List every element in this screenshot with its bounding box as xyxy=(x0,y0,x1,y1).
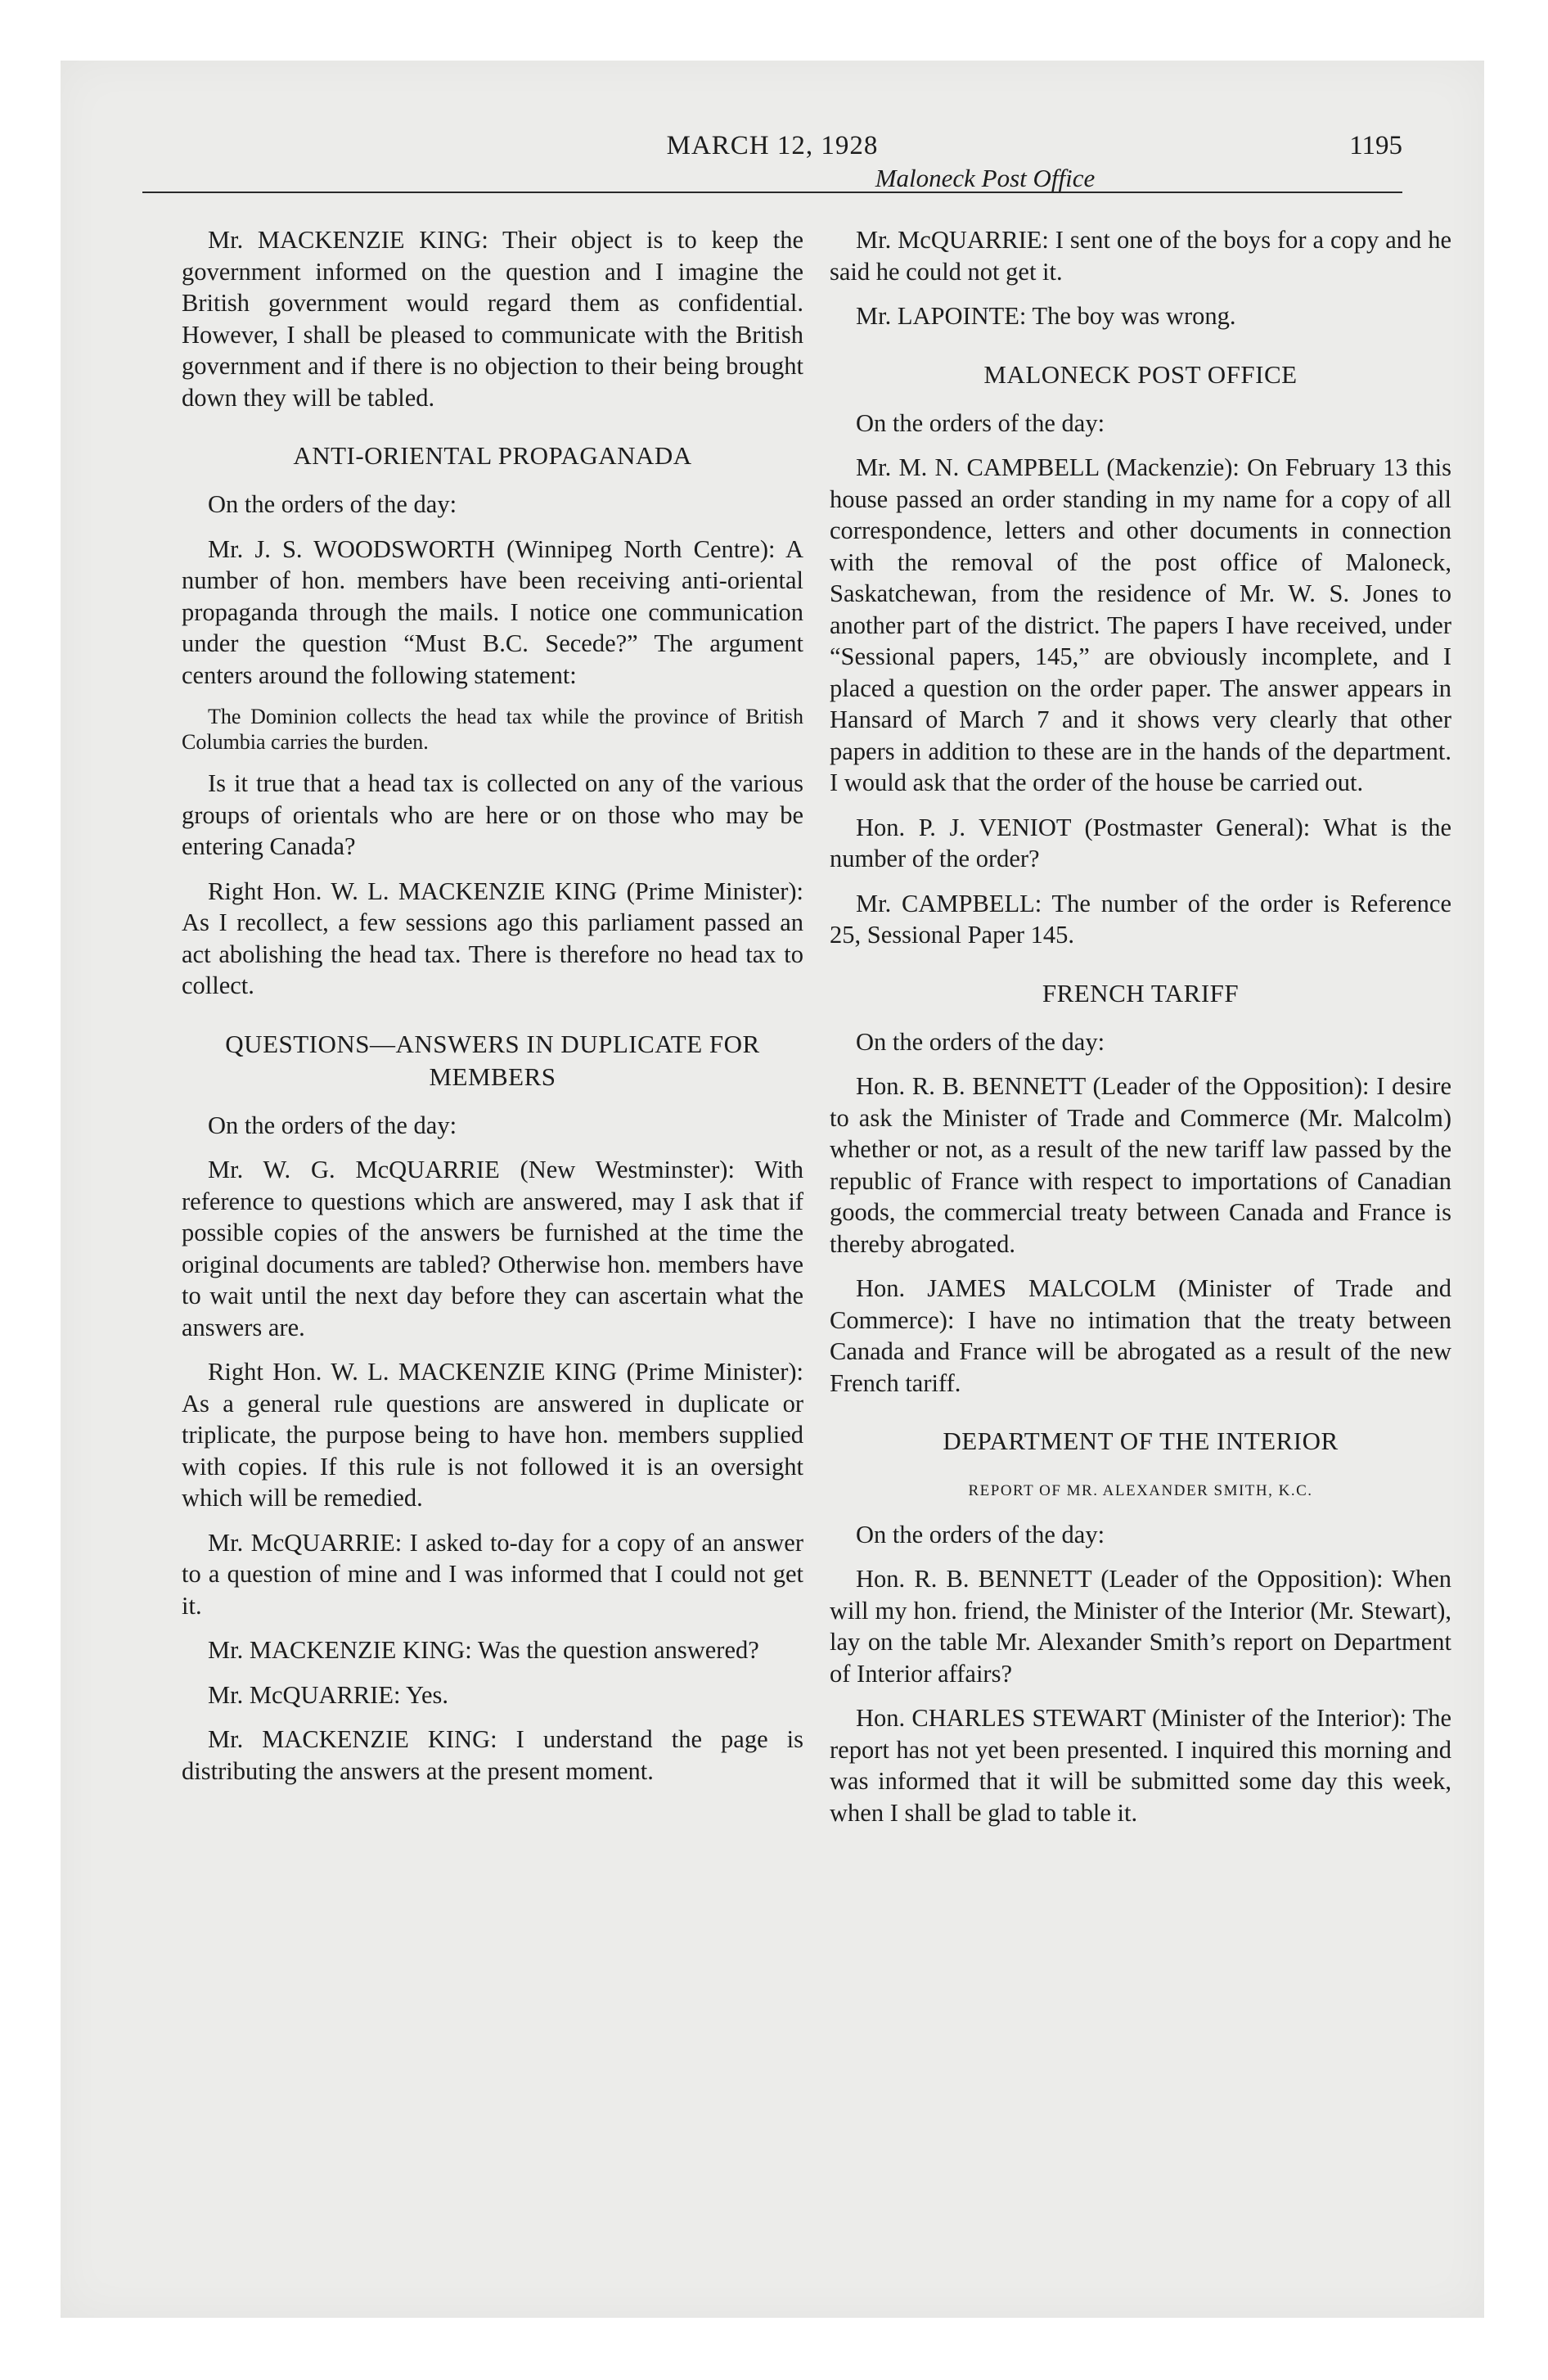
paragraph: Right Hon. W. L. MACKENZIE KING (Prime Minister): As a general rule questions are answered in duplicate or triplicate, the purpose being to have hon. members supplied with copies. If this rule is not followed it is an oversight which will be remedied. xyxy=(182,1358,803,1512)
paragraph: Mr. LAPOINTE: The boy was wrong. xyxy=(856,302,1236,330)
left-column xyxy=(182,224,803,1800)
paragraph: Mr. McQUARRIE: I sent one of the boys for a copy and he said he could not get it. xyxy=(830,226,1451,286)
running-title: Maloneck Post Office xyxy=(875,164,1096,192)
paragraph: On the orders of the day: xyxy=(856,1520,1105,1548)
sub-heading: REPORT OF MR. ALEXANDER SMITH, K.C. xyxy=(968,1482,1313,1499)
section-heading: DEPARTMENT OF THE INTERIOR xyxy=(943,1427,1339,1455)
paragraph: On the orders of the day: xyxy=(208,1111,457,1139)
paragraph: Mr. M. N. CAMPBELL (Mackenzie): On February 13 this house passed an order standing in my name for a copy of all correspondence, letters and other documents in connection with the removal of the post office of Maloneck, Saskatchewan, from the residence of Mr. W. S. Jones to another part of the district. The papers I have received, under “Sessional papers, 145,” are obviously incomplete, and I placed a question on the order paper. The answer appears in Hansard of March 7 and it shows very clearly that other papers in addition to these are in the hands of the department. I would ask that the order of the house be carried out. xyxy=(830,453,1451,796)
paragraph: Mr. MACKENZIE KING: I understand the page is distributing the answers at the present moment. xyxy=(182,1725,803,1785)
paragraph: Hon. JAMES MALCOLM (Minister of Trade and Commerce): I have no intimation that the treaty between Canada and France will be abrogated as a result of the new French tariff. xyxy=(830,1274,1451,1397)
page-sheet xyxy=(61,61,1484,2318)
paragraph: Mr. W. G. McQUARRIE (New Westminster): With reference to questions which are answered, may I ask that if possible copies of the answers be furnished at the time the original documents are tabled? Otherwise hon. members have to wait until the next day before they can ascertain what the answers are. xyxy=(182,1156,803,1341)
page-header xyxy=(142,131,1402,221)
paragraph: Hon. P. J. VENIOT (Postmaster General): What is the number of the order? xyxy=(830,813,1451,872)
paragraph: Mr. CAMPBELL: The number of the order is Reference 25, Sessional Paper 145. xyxy=(830,889,1451,949)
paragraph: On the orders of the day: xyxy=(208,490,457,518)
section-heading: QUESTIONS—ANSWERS IN DUPLICATE FOR MEMBERS xyxy=(225,1029,760,1091)
block-quote: The Dominion collects the head tax while the province of British Columbia carries the burden. xyxy=(182,705,803,754)
paragraph: Mr. MACKENZIE KING: Their object is to keep the government informed on the question and I imagine the British government would regard them as confidential. However, I shall be pleased to communicate with the British government and if there is no objection to their being brought down they will be tabled. xyxy=(182,226,803,412)
paragraph: On the orders of the day: xyxy=(856,1027,1105,1056)
paragraph: Mr. J. S. WOODSWORTH (Winnipeg North Centre): A number of hon. members have been receiving anti-oriental propaganda through the mails. I notice one communication under the question “Must B.C. Secede?” The argument centers around the following statement: xyxy=(182,534,803,689)
section-heading: MALONECK POST OFFICE xyxy=(983,359,1298,389)
section-heading: FRENCH TARIFF xyxy=(1042,978,1240,1007)
paragraph: Is it true that a head tax is collected on any of the various groups of orientals who are here or on those who may be entering Canada? xyxy=(182,769,803,860)
paragraph: Hon. R. B. BENNETT (Leader of the Opposition): When will my hon. friend, the Minister of the Interior (Mr. Stewart), lay on the table Mr. Alexander Smith’s report on Department of Interior affairs? xyxy=(830,1565,1451,1688)
section-heading: ANTI-ORIENTAL PROPAGANADA xyxy=(293,441,692,470)
paragraph: Hon. CHARLES STEWART (Minister of the Interior): The report has not yet been presented. I inquired this morning and was informed that it will be submitted some day this week, when I shall be glad to table it. xyxy=(830,1704,1451,1827)
header-rule xyxy=(142,192,1402,193)
header-date: MARCH 12, 1928 xyxy=(666,131,879,160)
paragraph: Mr. McQUARRIE: I asked to-day for a copy of an answer to a question of mine and I was informed that I could not get it. xyxy=(182,1528,803,1620)
page-number: 1195 xyxy=(1349,131,1402,160)
right-column xyxy=(830,224,1451,1841)
paragraph: Right Hon. W. L. MACKENZIE KING (Prime Minister): As I recollect, a few sessions ago this parliament passed an act abolishing the head tax. There is therefore no head tax to collect. xyxy=(182,877,803,999)
paragraph: Mr. McQUARRIE: Yes. xyxy=(208,1680,449,1709)
paragraph: On the orders of the day: xyxy=(856,408,1105,437)
paragraph: Mr. MACKENZIE KING: Was the question answered? xyxy=(208,1636,759,1664)
paragraph: Hon. R. B. BENNETT (Leader of the Opposition): I desire to ask the Minister of Trade and Commerce (Mr. Malcolm) whether or not, as a result of the new tariff law passed by the republic of France with respect to importations of Canadian goods, the commercial treaty between Canada and France is thereby abrogated. xyxy=(830,1072,1451,1258)
